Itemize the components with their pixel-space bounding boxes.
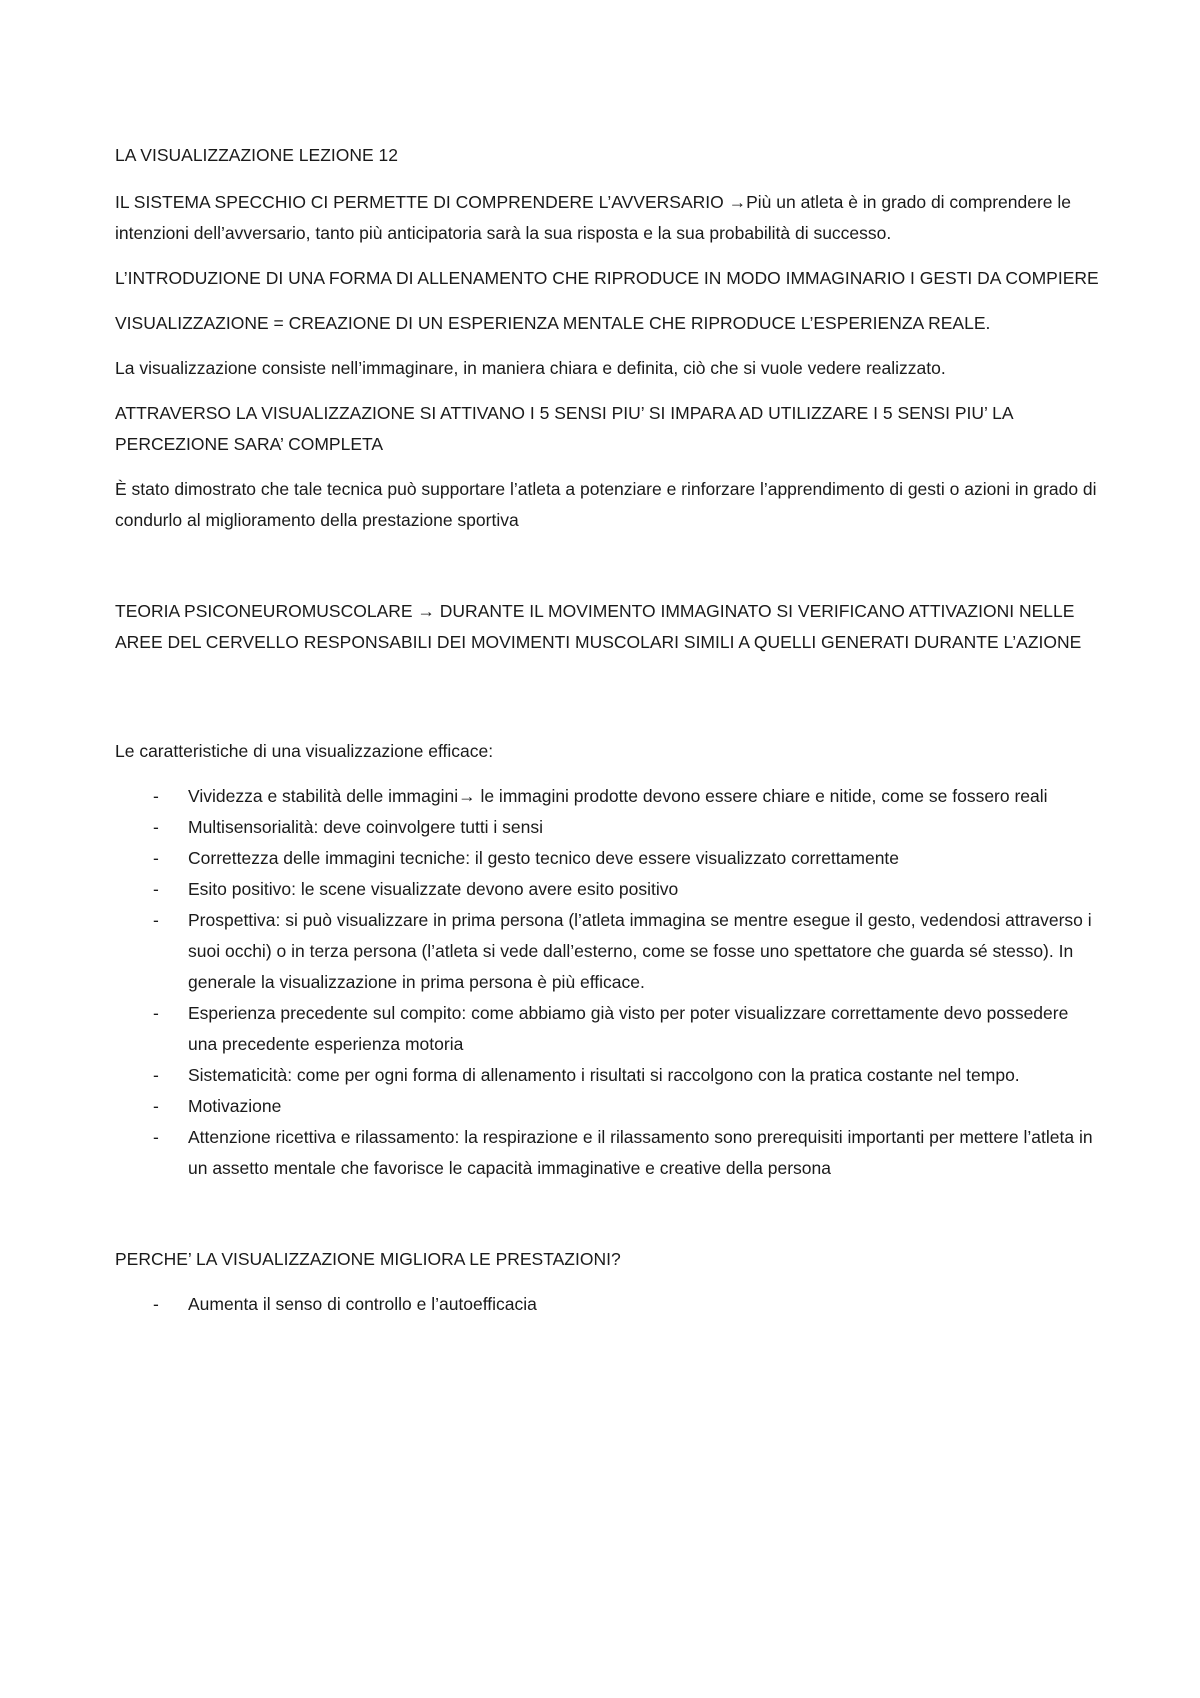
paragraph-training-introduction: L’INTRODUZIONE DI UNA FORMA DI ALLENAMENTO CHE RIPRODUCE IN MODO IMMAGINARIO I GESTI DA COMPIERE — [115, 268, 1099, 288]
list-item-text: Multisensorialità: deve coinvolgere tutti i sensi — [188, 817, 544, 837]
paragraph-psychoneuromuscular-theory: TEORIA PSICONEUROMUSCOLARE → DURANTE IL MOVIMENTO IMMAGINATO SI VERIFICANO ATTIVAZIONI NELLE AREE DEL CERVELLO RESPONSABILI DEI MOVIMENTI MUSCOLARI SIMILI A QUELLI GENERATI DURANTE L’AZIONE — [115, 601, 1082, 652]
paragraph-why-heading: PERCHE’ LA VISUALIZZAZIONE MIGLIORA LE PRESTAZIONI? — [115, 1249, 621, 1269]
list-item — [115, 1289, 1100, 1320]
list-item — [115, 874, 1100, 905]
list-item — [115, 998, 1100, 1060]
bullet-dash: - — [153, 1127, 159, 1147]
list-item — [115, 812, 1100, 843]
bullet-dash: - — [153, 1003, 159, 1023]
paragraph-visualization-meaning: La visualizzazione consiste nell’immaginare, in maniera chiara e definita, ciò che si vuole vedere realizzato. — [115, 358, 946, 378]
list-item — [115, 1122, 1100, 1184]
characteristics-list — [115, 781, 1100, 1184]
document-page — [115, 140, 1100, 1334]
spacer — [115, 672, 1100, 736]
bullet-dash: - — [153, 1096, 159, 1116]
paragraph-technique-demonstrated: È stato dimostrato che tale tecnica può supportare l’atleta a potenziare e rinforzare l’apprendimento di gesti o azioni in grado di condurlo al miglioramento della prestazione sportiva — [115, 479, 1097, 530]
why-list — [115, 1289, 1100, 1320]
list-item-text: Esito positivo: le scene visualizzate devono avere esito positivo — [188, 879, 679, 899]
bullet-dash: - — [153, 1065, 159, 1085]
spacer — [115, 550, 1100, 596]
list-item-text: Prospettiva: si può visualizzare in prima persona (l’atleta immagina se mentre esegue il gesto, vedendosi attraverso i suoi occhi) o in terza persona (l’atleta si vede dall’esterno, come se fosse uno spettatore che guarda sé stesso). In generale la visualizzazione in prima persona è più efficace. — [188, 910, 1092, 992]
bullet-dash: - — [153, 786, 159, 806]
bullet-dash: - — [153, 910, 159, 930]
list-item-text: Sistematicità: come per ogni forma di allenamento i risultati si raccolgono con la pratica costante nel tempo. — [188, 1065, 1020, 1085]
list-item — [115, 843, 1100, 874]
bullet-dash: - — [153, 879, 159, 899]
document-title: LA VISUALIZZAZIONE LEZIONE 12 — [115, 145, 399, 165]
paragraph-mirror-system: IL SISTEMA SPECCHIO CI PERMETTE DI COMPRENDERE L’AVVERSARIO →Più un atleta è in grado di comprendere le intenzioni dell’avversario, tanto più anticipatoria sarà la sua risposta e la sua probabilità di successo. — [115, 192, 1072, 243]
bullet-dash: - — [153, 1294, 159, 1314]
paragraph-visualization-definition: VISUALIZZAZIONE = CREAZIONE DI UN ESPERIENZA MENTALE CHE RIPRODUCE L’ESPERIENZA REALE. — [115, 313, 991, 333]
bullet-dash: - — [153, 817, 159, 837]
list-item — [115, 1060, 1100, 1091]
paragraph-characteristics-heading: Le caratteristiche di una visualizzazione efficace: — [115, 741, 494, 761]
list-item — [115, 781, 1100, 812]
bullet-dash: - — [153, 848, 159, 868]
list-item-text: Correttezza delle immagini tecniche: il gesto tecnico deve essere visualizzato correttamente — [188, 848, 900, 868]
list-item-text: Aumenta il senso di controllo e l’autoefficacia — [188, 1294, 537, 1314]
list-item-text: Esperienza precedente sul compito: come abbiamo già visto per poter visualizzare correttamente devo possedere una precedente esperienza motoria — [188, 1003, 1069, 1054]
list-item-text: Vividezza e stabilità delle immagini→ le immagini prodotte devono essere chiare e nitide, come se fossero reali — [188, 786, 1048, 806]
paragraph-five-senses: ATTRAVERSO LA VISUALIZZAZIONE SI ATTIVANO I 5 SENSI PIU’ SI IMPARA AD UTILIZZARE I 5 SENSI PIU’ LA PERCEZIONE SARA’ COMPLETA — [115, 403, 1013, 454]
list-item-text: Attenzione ricettiva e rilassamento: la respirazione e il rilassamento sono prerequisiti importanti per mettere l’atleta in un assetto mentale che favorisce le capacità immaginative e creative della persona — [188, 1127, 1093, 1178]
list-item — [115, 1091, 1100, 1122]
list-item-text: Motivazione — [188, 1096, 282, 1116]
spacer — [115, 1198, 1100, 1244]
list-item — [115, 905, 1100, 998]
